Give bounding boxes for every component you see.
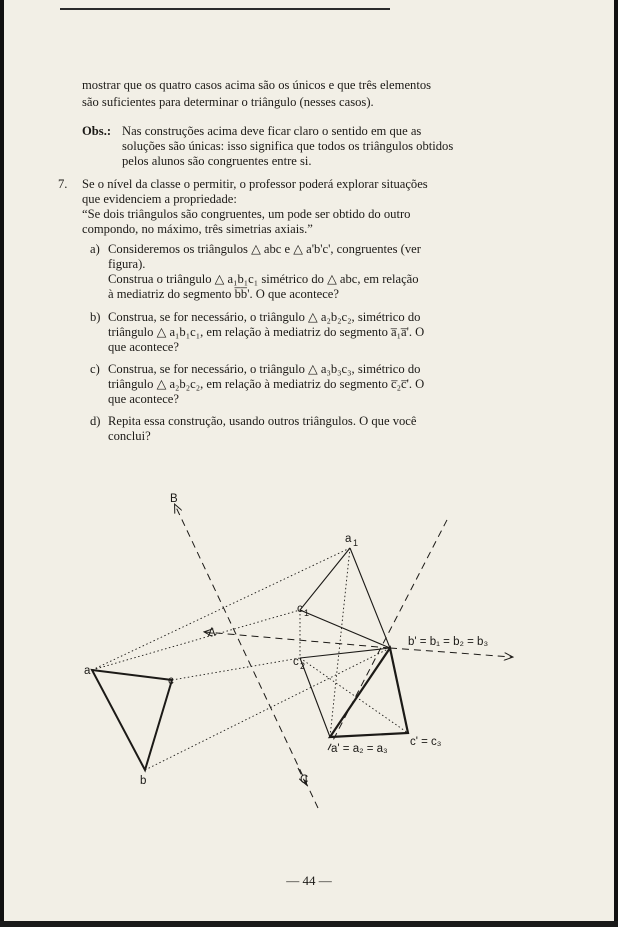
vertex-c2-sub: 2 [300, 661, 306, 671]
axis-a-label: A [208, 627, 216, 639]
vertex-a1-label: a [345, 533, 352, 545]
item-a-line: Construa o triângulo △ a₁b₁c₁ simétrico do △ abc, em relação [108, 272, 419, 286]
vertex-b-label: b [140, 775, 147, 787]
obs-line: soluções são únicas: isso significa que todos os triângulos obtidos [122, 139, 454, 153]
item-c-line: triângulo △ a₂b₂c₂, em relação à mediatriz do segmento c̅₂c̅'. O [108, 377, 425, 391]
item-marker: c) [90, 362, 100, 376]
vertex-bprime-label: b' = b₁ = b₂ = b₃ [408, 636, 489, 648]
item-b-line: triângulo △ a₁b₁c₁, em relação à mediatriz do segmento a̅₁a̅'. O [108, 325, 425, 339]
obs-label: Obs.: [82, 124, 112, 138]
item-marker: a) [90, 242, 100, 256]
item-a-line: à mediatriz do segmento b̅b̅'. O que acontece? [108, 287, 339, 301]
triangle-a1b1c1 [300, 548, 390, 648]
vertex-aprime-label: a' = a₂ = a₃ [331, 743, 388, 755]
item-b-line: Construa, se for necessário, o triângulo △ a₂b₂c₂, simétrico do [108, 310, 421, 324]
vertex-c1-sub: 1 [304, 608, 310, 618]
dotted-line-a1-aprime [330, 548, 350, 737]
item7-line: que evidenciem a propriedade: [82, 192, 237, 206]
obs-line: pelos alunos são congruentes entre si. [122, 154, 312, 168]
dotted-line-a-a1 [92, 548, 350, 670]
axis-a [205, 632, 390, 648]
item-c-line: Construa, se for necessário, o triângulo △ a₃b₃c₃, simétrico do [108, 362, 421, 376]
vertex-a-label: a [84, 665, 91, 677]
item7-line: compondo, no máximo, três simetrias axiais.” [82, 222, 313, 236]
item-b-line: que acontece? [108, 340, 179, 354]
intro-line: mostrar que os quatro casos acima são os únicos e que três elementos [82, 78, 432, 92]
page-number: — 44 — [286, 873, 332, 888]
vertex-c-label: c [168, 675, 174, 687]
item7-line: Se o nível da classe o permitir, o professor poderá explorar situações [82, 177, 428, 191]
axis-b-label: B [170, 493, 178, 505]
vertex-c1-label: c [297, 603, 303, 615]
obs-line: Nas construções acima deve ficar claro o sentido em que as [122, 124, 422, 138]
axis-c-label: C [300, 774, 309, 786]
triangle-abc [92, 670, 172, 770]
dotted-line-c-c2 [172, 658, 300, 680]
item-marker: d) [90, 414, 101, 428]
item-a-line: figura). [108, 257, 146, 271]
item-marker: b) [90, 310, 101, 324]
item-a-line: Consideremos os triângulos △ abc e △ a'b'c', congruentes (ver [108, 242, 421, 256]
triangle-a2b2c2 [300, 648, 390, 737]
item-c-line: que acontece? [108, 392, 179, 406]
item7-line: “Se dois triângulos são congruentes, um pode ser obtido do outro [82, 207, 411, 221]
vertex-cprime-label: c' = c₃ [410, 736, 442, 748]
intro-line: são suficientes para determinar o triângulo (nesses casos). [82, 95, 374, 109]
axis-a-right [390, 648, 512, 657]
vertex-c2-label: c [293, 656, 299, 668]
item-d-line: conclui? [108, 429, 151, 443]
dotted-line-c2-cprime [300, 658, 408, 733]
vertex-a1-sub: 1 [353, 538, 359, 548]
item-d-line: Repita essa construção, usando outros triângulos. O que você [108, 414, 417, 428]
dotted-line-a-c1 [92, 610, 300, 670]
item-number: 7. [58, 177, 68, 191]
